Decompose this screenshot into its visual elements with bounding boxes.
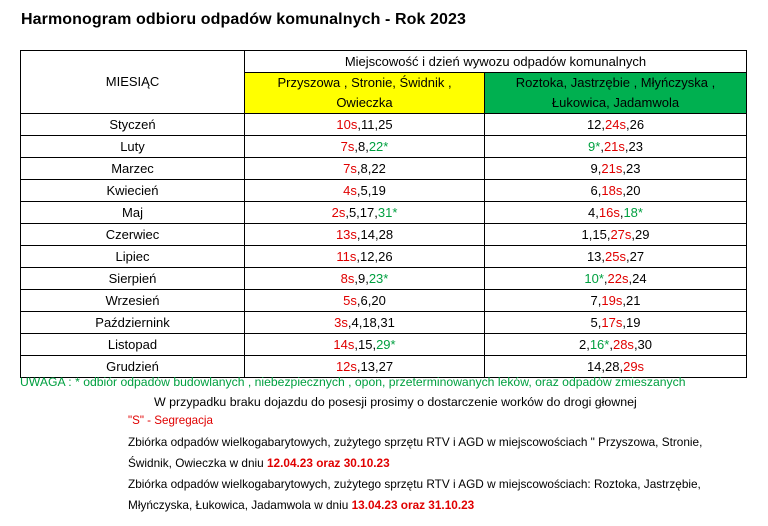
date-fragment: 24s xyxy=(605,116,626,132)
group1-dates-cell xyxy=(245,290,485,312)
bulky-waste-text-2: Zbiórka odpadów wielkogabarytowych, zużytego sprzętu RTV i AGD w miejscowościach: Roztoka, Jastrzębie, Młyńczyska, Łukowica, Jadamwola w dniu xyxy=(128,477,701,512)
date-fragment: 16s xyxy=(598,204,620,220)
date-fragment: 2s xyxy=(331,204,346,220)
group2-line1: Roztoka, Jastrzębie , Młyńczyska , xyxy=(515,75,716,90)
date-fragment: 14s xyxy=(333,336,355,352)
bulky-waste-note-1 xyxy=(128,432,728,474)
date-fragment: 22* xyxy=(368,138,389,154)
date-fragment: ,30 xyxy=(633,336,653,352)
date-fragment: 12, xyxy=(586,116,606,132)
date-fragment: ,13,27 xyxy=(356,358,394,374)
date-fragment: 5s xyxy=(343,292,357,308)
date-fragment: 21s xyxy=(601,160,623,176)
group1-dates-cell xyxy=(245,246,485,268)
date-fragment: ,23 xyxy=(624,138,643,154)
date-fragment: 5, xyxy=(590,314,602,330)
table-row xyxy=(21,290,747,312)
date-fragment: 28s xyxy=(612,336,634,352)
date-fragment: , xyxy=(609,336,613,352)
group2-dates-cell xyxy=(485,202,747,224)
date-fragment: ,8,22 xyxy=(356,160,386,176)
date-fragment: 13s xyxy=(335,226,357,242)
month-cell: Kwiecień xyxy=(21,180,245,202)
month-cell: Październink xyxy=(21,312,245,334)
date-fragment: 6, xyxy=(590,182,602,198)
month-cell: Sierpień xyxy=(21,268,245,290)
date-fragment: , xyxy=(600,138,604,154)
group1-dates-cell xyxy=(245,334,485,356)
month-cell: Maj xyxy=(21,202,245,224)
date-fragment: 11s xyxy=(336,248,357,264)
date-fragment: , xyxy=(603,270,608,286)
group1-dates-cell xyxy=(245,114,485,136)
date-fragment: 9* xyxy=(588,138,601,154)
date-fragment: ,14,28 xyxy=(356,226,394,242)
bulky-waste-note-2 xyxy=(128,474,728,516)
month-cell: Lipiec xyxy=(21,246,245,268)
date-fragment: 10* xyxy=(584,270,604,286)
date-fragment: ,5,17, xyxy=(345,204,378,220)
month-cell: Wrzesień xyxy=(21,290,245,312)
group2-dates-cell xyxy=(485,312,747,334)
table-row xyxy=(21,158,747,180)
segregation-legend: "S" - Segregacja xyxy=(128,414,213,427)
date-fragment: ,24 xyxy=(628,270,647,286)
date-fragment: 7s xyxy=(340,138,355,154)
group2-dates-cell xyxy=(485,224,747,246)
date-fragment: 29s xyxy=(623,358,645,374)
date-fragment: 12s xyxy=(335,358,357,374)
date-fragment: 25s xyxy=(605,248,626,264)
date-fragment: 23* xyxy=(368,270,389,286)
month-cell: Czerwiec xyxy=(21,224,245,246)
group1-line1: Przyszowa , Stronie, Świdnik , xyxy=(277,75,452,90)
group1-dates-cell xyxy=(245,136,485,158)
bulky-waste-date-2: 13.04.23 oraz 31.10.23 xyxy=(351,498,475,512)
date-fragment: 16* xyxy=(589,336,610,352)
group2-dates-cell xyxy=(485,180,747,202)
group2-dates-cell xyxy=(485,158,747,180)
group2-line2: Łukowica, Jadamwola xyxy=(551,95,680,110)
location-header: Miejscowość i dzień wywozu odpadów komunalnych xyxy=(245,51,747,73)
table-row xyxy=(21,136,747,158)
month-cell: Grudzień xyxy=(21,356,245,378)
month-cell: Marzec xyxy=(21,158,245,180)
page-title: Harmonogram odbioru odpadów komunalnych - Rok 2023 xyxy=(21,11,467,28)
date-fragment: ,20 xyxy=(622,182,641,198)
date-fragment: 17s xyxy=(601,314,623,330)
date-fragment: 31* xyxy=(377,204,398,220)
date-fragment: ,26 xyxy=(625,116,645,132)
table-row xyxy=(21,334,747,356)
table-row xyxy=(21,224,747,246)
date-fragment: 2, xyxy=(578,336,590,352)
group1-dates-cell xyxy=(245,268,485,290)
group1-dates-cell xyxy=(245,158,485,180)
date-fragment: 10s xyxy=(336,116,358,132)
date-fragment: 4, xyxy=(588,204,599,220)
group1-line2: Owieczka xyxy=(336,95,393,110)
date-fragment: ,8, xyxy=(354,138,369,154)
date-fragment: ,23 xyxy=(622,160,641,176)
month-column-header: MIESIĄC xyxy=(21,51,245,114)
group2-dates-cell xyxy=(485,136,747,158)
group1-dates-cell xyxy=(245,312,485,334)
date-fragment: 4s xyxy=(343,182,357,198)
date-fragment: 14,28, xyxy=(586,358,624,374)
table-row xyxy=(21,114,747,136)
date-fragment: 18s xyxy=(601,182,623,198)
group2-dates-cell xyxy=(485,246,747,268)
date-fragment: ,19 xyxy=(622,314,641,330)
warning-note: UWAGA : * odbiór odpadów budowlanych , niebezpiecznych , opon, przeterminowanych leków, oraz odpadów zmieszanych xyxy=(20,375,686,389)
group2-dates-cell xyxy=(485,290,747,312)
month-cell: Luty xyxy=(21,136,245,158)
date-fragment: ,6,20 xyxy=(356,292,386,308)
date-fragment: ,4,18,31 xyxy=(347,314,395,330)
month-cell: Listopad xyxy=(21,334,245,356)
date-fragment: 7, xyxy=(590,292,602,308)
group1-dates-cell xyxy=(245,224,485,246)
date-fragment: ,12,26 xyxy=(356,248,393,264)
table-row xyxy=(21,268,747,290)
month-cell: Styczeń xyxy=(21,114,245,136)
table-row xyxy=(21,180,747,202)
schedule-table xyxy=(20,50,747,378)
group1-dates-cell xyxy=(245,180,485,202)
date-fragment: 22s xyxy=(607,270,629,286)
date-fragment: 9, xyxy=(590,160,602,176)
group2-dates-cell xyxy=(485,114,747,136)
date-fragment: ,15, xyxy=(354,336,377,352)
date-fragment: ,5,19 xyxy=(356,182,386,198)
date-fragment: 21s xyxy=(603,138,625,154)
date-fragment: 29* xyxy=(376,336,396,352)
date-fragment: 1,15, xyxy=(581,226,611,242)
date-fragment: 13, xyxy=(586,248,606,264)
bulky-waste-date-1: 12.04.23 oraz 30.10.23 xyxy=(267,456,390,470)
group2-header xyxy=(485,73,747,114)
date-fragment: , xyxy=(619,204,624,220)
date-fragment: ,21 xyxy=(622,292,641,308)
group2-dates-cell xyxy=(485,334,747,356)
date-fragment: 27s xyxy=(610,226,632,242)
group1-dates-cell xyxy=(245,202,485,224)
date-fragment: ,11,25 xyxy=(357,116,393,132)
date-fragment: 18* xyxy=(623,204,643,220)
table-row xyxy=(21,246,747,268)
date-fragment: 7s xyxy=(343,160,357,176)
date-fragment: 8s xyxy=(340,270,355,286)
date-fragment: ,29 xyxy=(631,226,650,242)
date-fragment: 3s xyxy=(334,314,348,330)
date-fragment: ,9, xyxy=(354,270,369,286)
table-row xyxy=(21,202,747,224)
date-fragment: 19s xyxy=(601,292,623,308)
date-fragment: ,27 xyxy=(625,248,645,264)
group2-dates-cell xyxy=(485,268,747,290)
group1-header xyxy=(245,73,485,114)
bulky-waste-text-1: Zbiórka odpadów wielkogabarytowych, zużytego sprzętu RTV i AGD w miejscowościach " Przyszowa, Stronie, Świdnik, Owieczka w dniu xyxy=(128,435,703,470)
access-note: W przypadku braku dojazdu do posesji prosimy o dostarczenie worków do drogi głownej xyxy=(154,395,637,409)
table-row xyxy=(21,312,747,334)
